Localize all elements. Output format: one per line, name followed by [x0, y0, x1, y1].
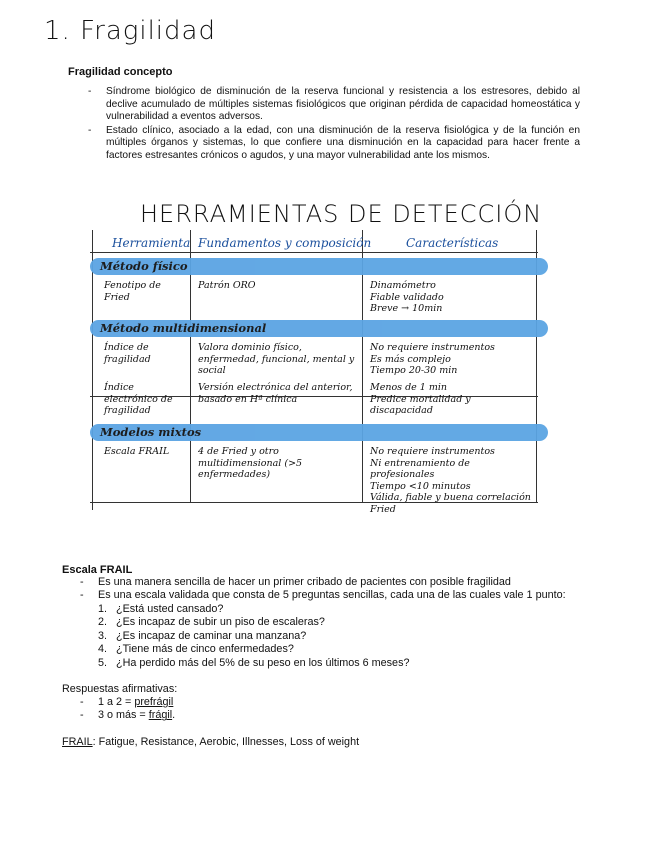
frail-questions: [98, 603, 598, 670]
table-heading: HERRAMIENTAS DE DETECCIÓN: [140, 200, 543, 228]
answer-range: 3 o más =: [98, 709, 149, 722]
question-text: ¿Tiene más de cinco enfermedades?: [116, 643, 294, 656]
question-text: ¿Está usted cansado?: [116, 603, 224, 615]
concept-heading: Fragilidad concepto: [68, 66, 173, 78]
group-label: Modelos mixtos: [100, 425, 202, 439]
column-header: Fundamentos y composición: [198, 236, 372, 250]
answer-item: [80, 696, 380, 709]
question-number: 3.: [98, 629, 108, 642]
frail-question: [98, 616, 598, 629]
acronym-label: FRAIL: [62, 736, 93, 748]
features-cell: No requiere instrumentos Ni entrenamiento de profesionales Tiempo <10 minutos Válida, fiable y buena correlación Fried: [370, 446, 531, 515]
question-text: ¿Es incapaz de caminar una manzana?: [116, 629, 307, 642]
question-number: 4.: [98, 643, 108, 656]
basis-cell: Patrón ORO: [198, 280, 256, 291]
answer-result: frágil: [148, 709, 173, 722]
frail-question: [98, 657, 598, 670]
definition-item: - Síndrome biológico de disminución de la reserva funcional y resistencia a los estresores, debido al declive acumulado de múltiples sistemas fisiológicos que originan pérdida de capacidad homeostática y vulnerabilidad a eventos adversos.: [84, 86, 580, 124]
frail-point: - Es una escala validada que consta de 5 preguntas sencillas, cada una de las cuales vale 1 punto:: [80, 589, 600, 602]
answers-heading: Respuestas afirmativas:: [62, 683, 178, 695]
question-number: 1.: [98, 603, 108, 615]
question-text: ¿Es incapaz de subir un piso de escaleras?: [116, 616, 325, 629]
basis-cell: Valora dominio físico, enfermedad, funcional, mental y social: [198, 342, 355, 376]
page-title: 1. Fragilidad: [44, 16, 216, 46]
frail-points: [80, 576, 600, 603]
features-cell: Menos de 1 min Predice mortalidad y discapacidad: [370, 382, 471, 416]
group-band: [90, 320, 548, 337]
question-number: 2.: [98, 616, 108, 629]
features-cell: No requiere instrumentos Es más complejo Tiempo 20-30 min: [370, 342, 495, 376]
tool-cell: Escala FRAIL: [104, 446, 170, 457]
answer-range: 1 a 2 =: [98, 696, 135, 708]
definition-list: [84, 86, 580, 164]
table-row-divider: [90, 252, 538, 253]
frail-question: [98, 643, 598, 656]
definition-item: - Estado clínico, asociado a la edad, con una disminución de la reserva fisiológica y de la función en múltiples órganos y sistemas, lo que confiere una disminución en la capacidad para hacer frente a factores estresantes crónicos o agudos, y una mayor vulnerabilidad ante los mismos.: [84, 125, 580, 163]
answers-list: [80, 696, 380, 723]
frail-acronym: [62, 736, 359, 748]
acronym-text: : Fatigue, Resistance, Aerobic, Illnesses, Loss of weight: [92, 736, 360, 748]
frail-question: [98, 603, 598, 616]
question-text: ¿Ha perdido más del 5% de su peso en los últimos 6 meses?: [116, 656, 410, 669]
answer-suffix: .: [172, 709, 176, 722]
column-header: Características: [406, 236, 499, 250]
group-band: [90, 424, 548, 441]
group-band: [90, 258, 548, 275]
group-label: Método físico: [100, 259, 188, 273]
tool-cell: Índice de fragilidad: [104, 342, 151, 365]
features-cell: Dinamómetro Fiable validado Breve → 10min: [370, 280, 444, 314]
frail-point: - Es una manera sencilla de hacer un primer cribado de pacientes con posible fragilidad: [80, 576, 600, 589]
tool-cell: Índice electrónico de fragilidad: [104, 382, 173, 416]
frail-question: [98, 630, 598, 643]
question-number: 5.: [98, 656, 108, 669]
basis-cell: 4 de Fried y otro multidimensional (>5 enfermedades): [198, 446, 303, 480]
answer-item: [80, 709, 380, 722]
group-label: Método multidimensional: [100, 321, 267, 335]
frail-heading: Escala FRAIL: [62, 564, 133, 576]
tool-cell: Fenotipo de Fried: [104, 280, 161, 303]
answer-result: prefrágil: [134, 696, 174, 708]
column-header: Herramienta: [112, 236, 191, 250]
detection-tools-table: [90, 200, 550, 515]
basis-cell: Versión electrónica del anterior, basado en Hª clínica: [198, 382, 353, 405]
